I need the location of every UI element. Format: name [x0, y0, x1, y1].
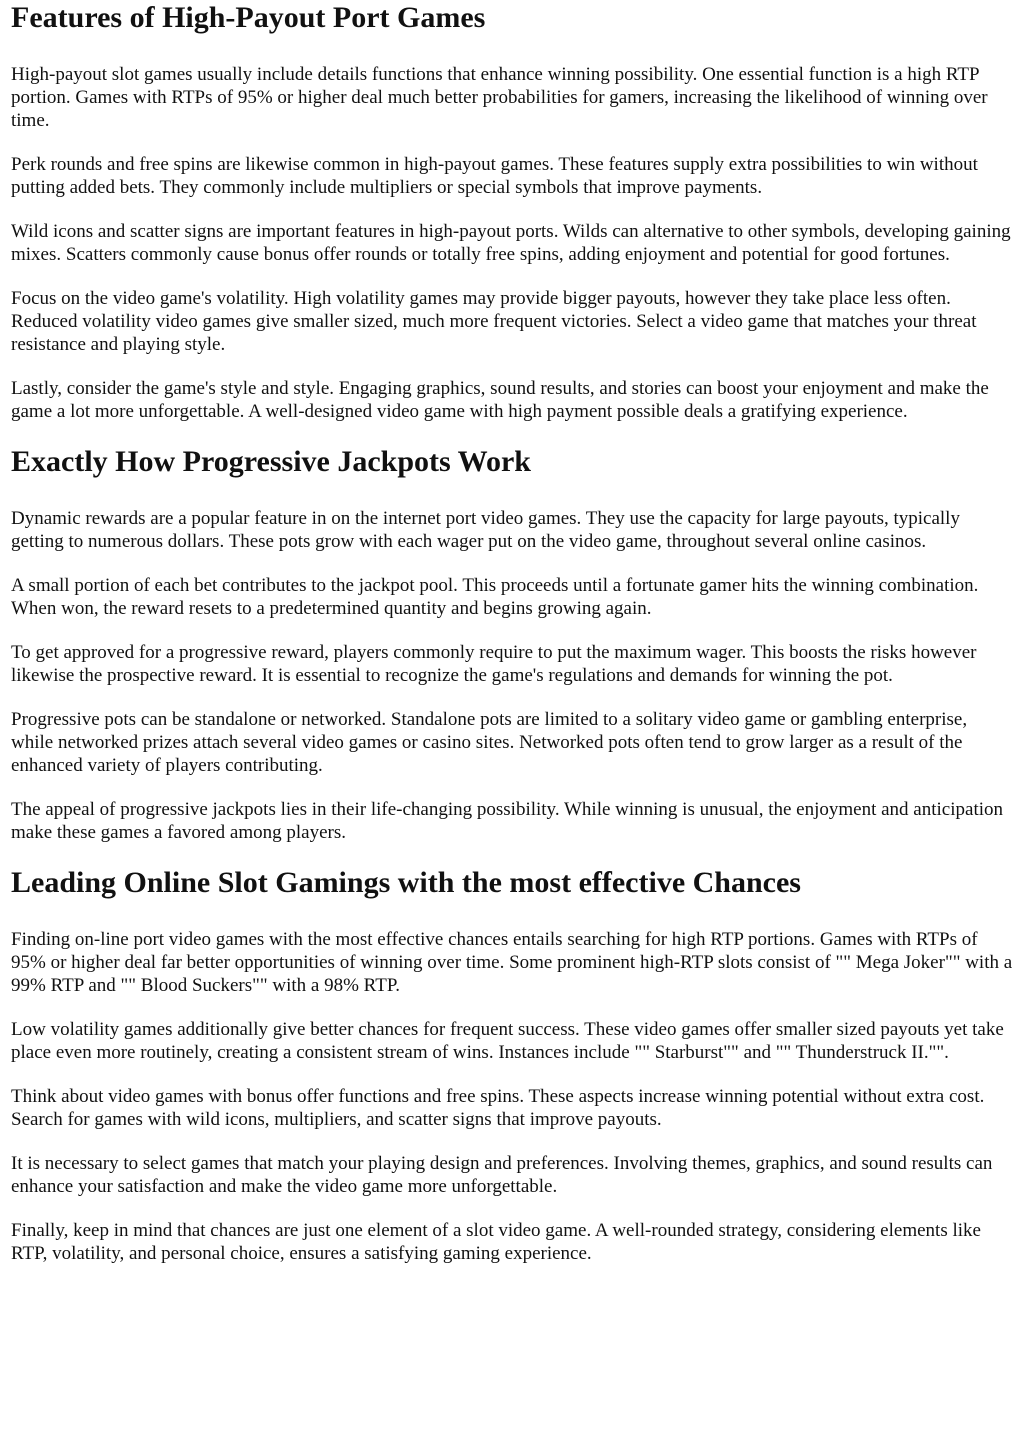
paragraph: Perk rounds and free spins are likewise common in high-payout games. These features supply extra possibilities to win without putting added bets. They commonly include multipliers or special symbols that improve payments.	[11, 154, 978, 198]
section-heading: Leading Online Slot Gamings with the most effective Chances	[11, 866, 801, 899]
paragraph: To get approved for a progressive reward, players commonly require to put the maximum wager. This boosts the risks however likewise the prospective reward. It is essential to recognize the game's regulations and demands for winning the pot.	[11, 642, 977, 686]
paragraph: Focus on the video game's volatility. High volatility games may provide bigger payouts, however they take place less often. Reduced volatility video games give smaller sized, much more frequent victories. Select a video game that matches your threat resistance and playing style.	[11, 288, 977, 355]
paragraph: The appeal of progressive jackpots lies in their life-changing possibility. While winning is unusual, the enjoyment and anticipation make these games a favored among players.	[11, 799, 1003, 843]
paragraph: A small portion of each bet contributes to the jackpot pool. This proceeds until a fortunate gamer hits the winning combination. When won, the reward resets to a predetermined quantity and begins growing again.	[11, 575, 979, 619]
paragraph: Progressive pots can be standalone or networked. Standalone pots are limited to a solitary video game or gambling enterprise, while networked prizes attach several video games or casino sites. Networked pots often tend to grow larger as a result of the enhanced variety of players contributing.	[11, 709, 968, 776]
section-heading: Features of High-Payout Port Games	[11, 1, 486, 34]
section-progressive-jackpots	[11, 445, 1013, 844]
section-high-payout-features	[11, 0, 1013, 423]
section-heading: Exactly How Progressive Jackpots Work	[11, 445, 531, 478]
paragraph: Lastly, consider the game's style and style. Engaging graphics, sound results, and stories can boost your enjoyment and make the game a lot more unforgettable. A well-designed video game with high payment possible deals a gratifying experience.	[11, 378, 989, 422]
paragraph: It is necessary to select games that match your playing design and preferences. Involving themes, graphics, and sound results can enhance your satisfaction and make the video game more unforgettable.	[11, 1153, 993, 1197]
paragraph: Dynamic rewards are a popular feature in on the internet port video games. They use the capacity for large payouts, typically getting to numerous dollars. These pots grow with each wager put on the video game, throughout several online casinos.	[11, 508, 960, 552]
paragraph: High-payout slot games usually include details functions that enhance winning possibility. One essential function is a high RTP portion. Games with RTPs of 95% or higher deal much better probabilities for gamers, increasing the likelihood of winning over time.	[11, 64, 988, 131]
paragraph: Finally, keep in mind that chances are just one element of a slot video game. A well-rounded strategy, considering elements like RTP, volatility, and personal choice, ensures a satisfying gaming experience.	[11, 1220, 981, 1264]
paragraph: Think about video games with bonus offer functions and free spins. These aspects increase winning potential without extra cost. Search for games with wild icons, multipliers, and scatter signs that improve payouts.	[11, 1086, 985, 1130]
paragraph: Low volatility games additionally give better chances for frequent success. These video games offer smaller sized payouts yet take place even more routinely, creating a consistent stream of wins. Instances include "" Starburst"" and "" Thunderstruck II."".	[11, 1019, 1004, 1063]
paragraph: Wild icons and scatter signs are important features in high-payout ports. Wilds can alternative to other symbols, developing gaining mixes. Scatters commonly cause bonus offer rounds or totally free spins, adding enjoyment and potential for good fortunes.	[11, 221, 1011, 265]
paragraph: Finding on-line port video games with the most effective chances entails searching for high RTP portions. Games with RTPs of 95% or higher deal far better opportunities of winning over time. Some prominent high-RTP slots consist of "" Mega Joker"" with a 99% RTP and "" Blood Suckers"" with a 98% RTP.	[11, 929, 1013, 996]
section-best-chances-slots	[11, 866, 1013, 1265]
